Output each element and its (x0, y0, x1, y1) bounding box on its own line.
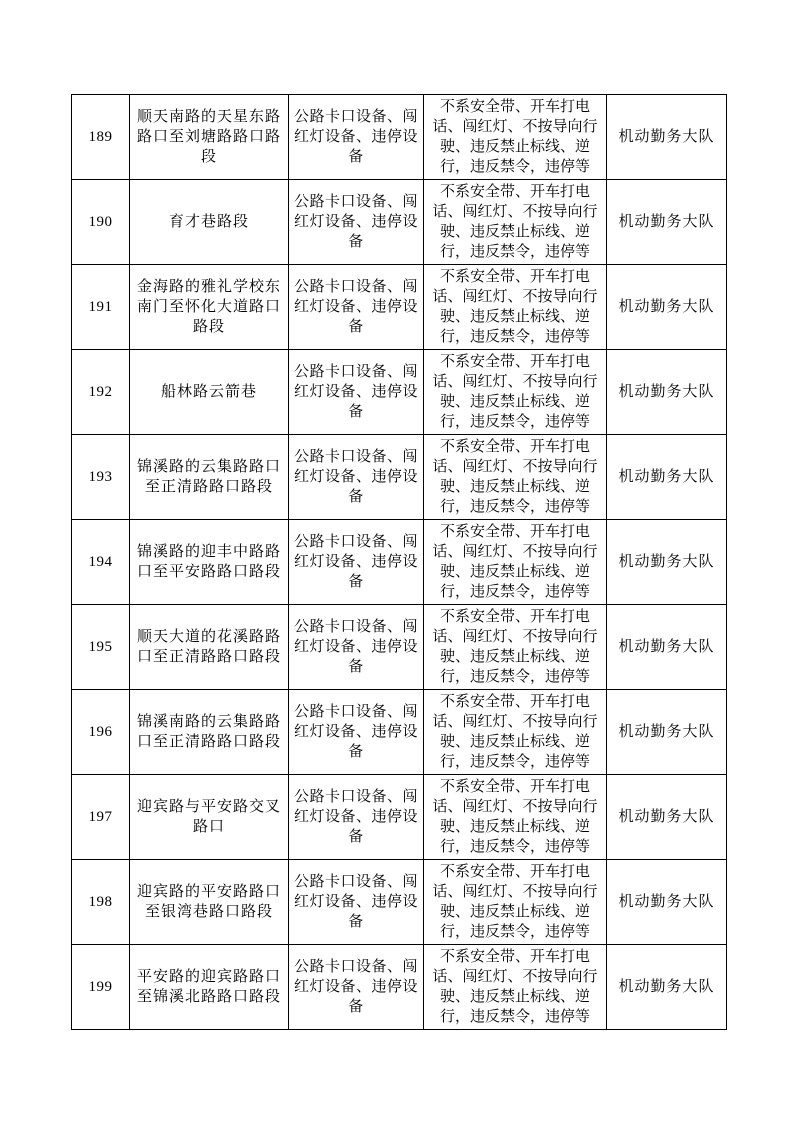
cell-row-number: 195 (72, 605, 130, 690)
table-row (72, 95, 727, 180)
cell-violation-types: 不系安全带、开车打电话、闯红灯、不按导向行驶、违反禁止标线、逆行，违反禁令，违停等 (424, 265, 607, 350)
cell-department: 机动勤务大队 (607, 690, 727, 775)
cell-row-number: 189 (72, 95, 130, 180)
cell-department: 机动勤务大队 (607, 605, 727, 690)
cell-row-number: 194 (72, 520, 130, 605)
table-row (72, 605, 727, 690)
cell-road-segment: 迎宾路与平安路交叉路口 (130, 775, 289, 860)
cell-equipment-type: 公路卡口设备、闯红灯设备、违停设备 (289, 860, 424, 945)
cell-equipment-type: 公路卡口设备、闯红灯设备、违停设备 (289, 350, 424, 435)
enforcement-locations-table (71, 94, 727, 1030)
cell-road-segment: 顺天南路的天星东路路口至刘塘路路口路段 (130, 95, 289, 180)
cell-row-number: 192 (72, 350, 130, 435)
table-row (72, 435, 727, 520)
cell-violation-types: 不系安全带、开车打电话、闯红灯、不按导向行驶、违反禁止标线、逆行，违反禁令，违停等 (424, 435, 607, 520)
cell-road-segment: 金海路的雅礼学校东南门至怀化大道路口路段 (130, 265, 289, 350)
table-body (72, 95, 727, 1030)
cell-equipment-type: 公路卡口设备、闯红灯设备、违停设备 (289, 435, 424, 520)
cell-road-segment: 锦溪南路的云集路路口至正清路路口路段 (130, 690, 289, 775)
cell-equipment-type: 公路卡口设备、闯红灯设备、违停设备 (289, 605, 424, 690)
cell-row-number: 199 (72, 945, 130, 1030)
cell-department: 机动勤务大队 (607, 180, 727, 265)
cell-violation-types: 不系安全带、开车打电话、闯红灯、不按导向行驶、违反禁止标线、逆行，违反禁令，违停等 (424, 95, 607, 180)
cell-department: 机动勤务大队 (607, 945, 727, 1030)
cell-road-segment: 锦溪路的云集路路口至正清路路口路段 (130, 435, 289, 520)
cell-road-segment: 船林路云箭巷 (130, 350, 289, 435)
cell-row-number: 197 (72, 775, 130, 860)
cell-row-number: 191 (72, 265, 130, 350)
cell-department: 机动勤务大队 (607, 350, 727, 435)
cell-violation-types: 不系安全带、开车打电话、闯红灯、不按导向行驶、违反禁止标线、逆行，违反禁令，违停等 (424, 180, 607, 265)
table-row (72, 265, 727, 350)
cell-road-segment: 锦溪路的迎丰中路路口至平安路路口路段 (130, 520, 289, 605)
table-row (72, 520, 727, 605)
cell-violation-types: 不系安全带、开车打电话、闯红灯、不按导向行驶、违反禁止标线、逆行，违反禁令，违停等 (424, 860, 607, 945)
cell-road-segment: 育才巷路段 (130, 180, 289, 265)
cell-department: 机动勤务大队 (607, 95, 727, 180)
cell-equipment-type: 公路卡口设备、闯红灯设备、违停设备 (289, 945, 424, 1030)
cell-road-segment: 平安路的迎宾路路口至锦溪北路路口路段 (130, 945, 289, 1030)
cell-row-number: 190 (72, 180, 130, 265)
cell-department: 机动勤务大队 (607, 860, 727, 945)
cell-equipment-type: 公路卡口设备、闯红灯设备、违停设备 (289, 520, 424, 605)
cell-row-number: 193 (72, 435, 130, 520)
cell-equipment-type: 公路卡口设备、闯红灯设备、违停设备 (289, 95, 424, 180)
cell-row-number: 198 (72, 860, 130, 945)
cell-department: 机动勤务大队 (607, 265, 727, 350)
table-row (72, 180, 727, 265)
cell-equipment-type: 公路卡口设备、闯红灯设备、违停设备 (289, 180, 424, 265)
cell-violation-types: 不系安全带、开车打电话、闯红灯、不按导向行驶、违反禁止标线、逆行，违反禁令，违停等 (424, 775, 607, 860)
cell-equipment-type: 公路卡口设备、闯红灯设备、违停设备 (289, 775, 424, 860)
table-row (72, 775, 727, 860)
cell-road-segment: 顺天大道的花溪路路口至正清路路口路段 (130, 605, 289, 690)
table-row (72, 690, 727, 775)
cell-equipment-type: 公路卡口设备、闯红灯设备、违停设备 (289, 265, 424, 350)
cell-violation-types: 不系安全带、开车打电话、闯红灯、不按导向行驶、违反禁止标线、逆行，违反禁令，违停等 (424, 945, 607, 1030)
cell-road-segment: 迎宾路的平安路路口至银湾巷路口路段 (130, 860, 289, 945)
cell-violation-types: 不系安全带、开车打电话、闯红灯、不按导向行驶、违反禁止标线、逆行，违反禁令，违停等 (424, 690, 607, 775)
cell-violation-types: 不系安全带、开车打电话、闯红灯、不按导向行驶、违反禁止标线、逆行，违反禁令，违停等 (424, 605, 607, 690)
cell-row-number: 196 (72, 690, 130, 775)
cell-department: 机动勤务大队 (607, 775, 727, 860)
cell-violation-types: 不系安全带、开车打电话、闯红灯、不按导向行驶、违反禁止标线、逆行，违反禁令，违停等 (424, 520, 607, 605)
cell-equipment-type: 公路卡口设备、闯红灯设备、违停设备 (289, 690, 424, 775)
table-row (72, 945, 727, 1030)
table-row (72, 350, 727, 435)
cell-violation-types: 不系安全带、开车打电话、闯红灯、不按导向行驶、违反禁止标线、逆行，违反禁令，违停等 (424, 350, 607, 435)
table-row (72, 860, 727, 945)
cell-department: 机动勤务大队 (607, 520, 727, 605)
cell-department: 机动勤务大队 (607, 435, 727, 520)
